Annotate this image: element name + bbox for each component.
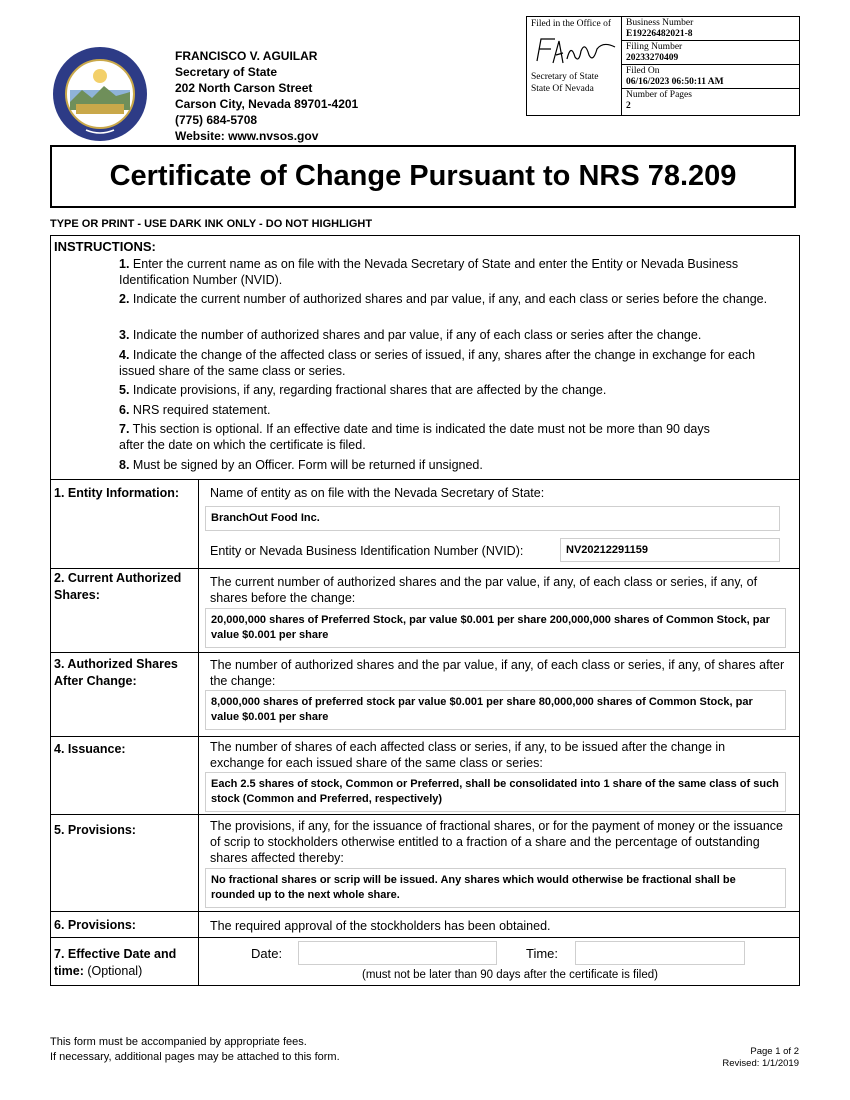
filed-on-cell: Filed On 06/16/2023 06:50:11 AM xyxy=(622,65,799,89)
business-number-cell: Business Number E19226482021-8 xyxy=(622,17,799,41)
page-info xyxy=(722,1046,799,1070)
instruction-3: 3. Indicate the number of authorized shares and par value, if any of each class or series after the change. xyxy=(119,328,702,342)
after-shares-field[interactable]: 8,000,000 shares of preferred stock par value $0.001 per share 80,000,000 shares of Common Stock, par value $0.001 per share xyxy=(205,690,786,730)
instruction-2: 2. Indicate the current number of authorized shares and par value, if any, and each class or series before the change. xyxy=(119,292,768,306)
page-number: Page 1 of 2 xyxy=(750,1046,799,1057)
time-field[interactable] xyxy=(575,941,745,965)
section-6-label: 6. Provisions: xyxy=(54,918,136,932)
instructions-heading: INSTRUCTIONS: xyxy=(54,239,156,254)
revised-date: Revised: 1/1/2019 xyxy=(722,1058,799,1069)
divider xyxy=(50,814,800,815)
pages-cell: Number of Pages 2 xyxy=(626,90,692,111)
issuance-prompt: The number of shares of each affected class or series, if any, to be issued after the change in exchange for each issued share of the same class or series: xyxy=(210,740,726,770)
instruction-8: 8. Must be signed by an Officer. Form will be returned if unsigned. xyxy=(119,458,483,472)
approval-statement: The required approval of the stockholders has been obtained. xyxy=(210,919,551,933)
column-divider xyxy=(198,479,199,986)
document-title: Certificate of Change Pursuant to NRS 78.209 xyxy=(109,160,737,192)
divider xyxy=(50,911,800,912)
provisions-prompt: The provisions, if any, for the issuance of fractional shares, or for the payment of money or the issuance of scrip to stockholders otherwise entitled to a fraction of a share and the percentage of outstanding shares affected thereby: xyxy=(210,819,783,865)
section-4-label: 4. Issuance: xyxy=(54,742,126,756)
divider xyxy=(50,937,800,938)
issuance-field[interactable]: Each 2.5 shares of stock, Common or Preferred, shall be consolidated into 1 share of the same class of such stock (Common and Preferred, respectively) xyxy=(205,772,786,812)
section-2-label: 2. Current Authorized Shares: xyxy=(54,571,182,602)
signature xyxy=(533,33,619,67)
current-shares-prompt: The current number of authorized shares and the par value, if any, of each class or series, if any, of shares before the change: xyxy=(210,575,758,605)
website: Website: www.nvsos.gov xyxy=(175,129,319,143)
section-7-label: 7. Effective Date and time: (Optional) xyxy=(54,947,177,978)
official-name: FRANCISCO V. AGUILAR xyxy=(175,49,318,63)
stamp-office: Secretary of State State Of Nevada xyxy=(531,72,599,94)
provisions-field[interactable]: No fractional shares or scrip will be issued. Any shares which would otherwise be fractional shall be rounded up to the next whole share. xyxy=(205,868,786,908)
date-label: Date: xyxy=(251,946,283,961)
nvid-field[interactable]: NV20212291159 xyxy=(560,538,780,562)
divider xyxy=(50,652,800,653)
section-3-label: 3. Authorized Shares After Change: xyxy=(54,657,178,688)
entity-name-field[interactable]: BranchOut Food Inc. xyxy=(205,506,780,531)
filing-number-cell: Filing Number 20233270409 xyxy=(622,41,799,65)
business-number: E19226482021-8 xyxy=(626,29,693,39)
filing-stamp xyxy=(526,16,800,116)
street-address: 202 North Carson Street xyxy=(175,81,313,95)
instruction-5: 5. Indicate provisions, if any, regarding fractional shares that are affected by the change. xyxy=(119,383,607,397)
footer-note: This form must be accompanied by appropriate fees. If necessary, additional pages may be attached to this form. xyxy=(50,1036,340,1063)
phone-number: (775) 684-5708 xyxy=(175,113,258,127)
nevada-state-seal xyxy=(52,46,148,142)
entity-name-prompt: Name of entity as on file with the Nevada Secretary of State: xyxy=(210,486,545,500)
filed-on: 06/16/2023 06:50:11 AM xyxy=(626,77,724,87)
section-5-label: 5. Provisions: xyxy=(54,823,136,837)
instruction-4: 4. Indicate the change of the affected class or series of issued, if any, shares after the change in exchange for each issued share of the same class or series. xyxy=(119,348,756,378)
instruction-7: 7. This section is optional. If an effective date and time is indicated the date must not be more than 90 days after the date on which the certificate is filed. xyxy=(119,422,710,452)
after-shares-prompt: The number of authorized shares and the par value, if any, of each class or series, if any, of shares after the change: xyxy=(210,658,785,688)
effective-date-note: (must not be later than 90 days after the certificate is filed) xyxy=(362,969,658,981)
city-address: Carson City, Nevada 89701-4201 xyxy=(175,97,359,111)
section-1-label: 1. Entity Information: xyxy=(54,486,179,500)
official-title: Secretary of State xyxy=(175,65,278,79)
filing-number: 20233270409 xyxy=(626,53,679,63)
secretary-of-state-address xyxy=(175,48,358,144)
instruction-6: 6. NRS required statement. xyxy=(119,403,271,417)
current-shares-field[interactable]: 20,000,000 shares of Preferred Stock, par value $0.001 per share 200,000,000 shares of Common Stock, par value $0.001 per share xyxy=(205,608,786,648)
instruction-1: 1. Enter the current name as on file with the Nevada Secretary of State and enter the Entity or Nevada Business Identification Number (NVID). xyxy=(119,257,739,287)
document-title-box xyxy=(50,145,796,208)
divider xyxy=(50,479,800,480)
time-label: Time: xyxy=(526,946,559,961)
date-field[interactable] xyxy=(298,941,497,965)
pages-count: 2 xyxy=(626,101,631,111)
nvid-prompt: Entity or Nevada Business Identification Number (NVID): xyxy=(210,544,524,558)
divider xyxy=(50,736,800,737)
stamp-filed-in: Filed in the Office of xyxy=(531,19,612,29)
type-note: TYPE OR PRINT - USE DARK INK ONLY - DO NOT HIGHLIGHT xyxy=(50,218,373,230)
divider xyxy=(50,568,800,569)
